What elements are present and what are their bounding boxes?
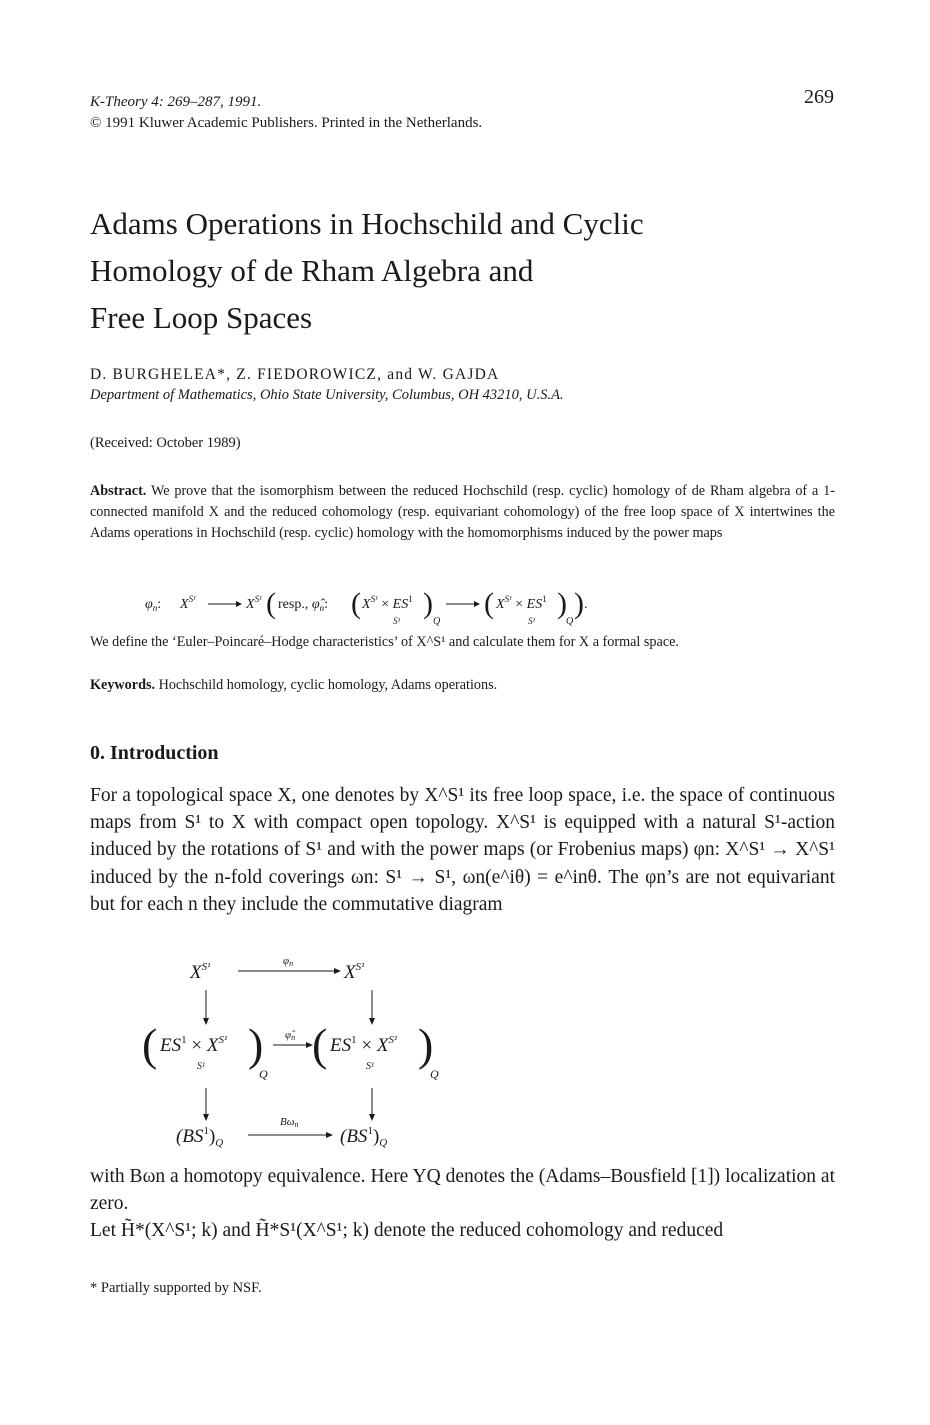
svg-text:Q: Q	[433, 616, 441, 627]
title-line-2: Homology of de Rham Algebra and	[90, 253, 534, 288]
svg-text:S¹: S¹	[366, 1061, 374, 1072]
svg-text:S¹: S¹	[393, 616, 401, 626]
after-diagram-paragraph: with Bωn a homotopy equivalence. Here YQ denotes the (Adams–Bousfield [1]) localization at zero.	[90, 1166, 835, 1215]
intro-paragraph: For a topological space X, one denotes by X^S¹ its free loop space, i.e. the space of continuous maps from S¹ to X with compact open topology. X^S¹ is equipped with a natural S¹-action induced by the rotations of S¹ and with the power maps (or Frobenius maps) φn: X^S¹ → X^S¹ induced by the n-fold coverings ωn: S¹ → S¹, ωn(e^iθ) = e^inθ. The φn’s are not equivariant but for each n they include the commutative diagram	[90, 785, 835, 915]
svg-text:Q: Q	[259, 1067, 268, 1081]
svg-text:(: (	[266, 587, 276, 620]
section-heading: 0. Introduction	[90, 742, 219, 764]
title-line-3: Free Loop Spaces	[90, 300, 313, 335]
received-date: (Received: October 1989)	[90, 435, 241, 451]
let-line: Let H̃*(X^S¹; k) and H̃*S¹(X^S¹; k) denote the reduced cohomology and reduced	[90, 1220, 724, 1241]
footnote: * Partially supported by NSF.	[90, 1280, 262, 1296]
abstract	[90, 481, 835, 544]
svg-text:(: (	[484, 587, 494, 620]
keywords-label: Keywords.	[90, 677, 156, 693]
svg-text:): )	[557, 587, 567, 620]
svg-text:φn: φn	[283, 955, 294, 968]
copyright-line: © 1991 Kluwer Academic Publishers. Printed in the Netherlands.	[90, 115, 483, 131]
authors: D. BURGHELEA*, Z. FIEDOROWICZ, and W. GAJDA	[90, 366, 500, 383]
euler-sentence: We define the ‘Euler–Poincaré–Hodge characteristics’ of X^S¹ and calculate them for X a formal space.	[90, 634, 679, 650]
journal-header	[90, 92, 482, 134]
svg-text:): )	[418, 1019, 434, 1070]
svg-text:ES1 × XS¹: $ES^1 \times X^{S^1}$	[160, 1034, 228, 1056]
svg-text:): )	[423, 587, 433, 620]
paper-title	[90, 200, 644, 341]
svg-text:XS¹ × ES1: $X^{S^1} \times ES^1$	[362, 594, 413, 612]
journal-line: K-Theory 4: 269–287, 1991.	[90, 94, 262, 110]
svg-text:XS¹: $X^{S^1}$	[190, 961, 211, 983]
svg-text:XS¹: $X^{S^1}$	[344, 961, 365, 983]
keywords	[90, 677, 497, 694]
svg-text:Q: Q	[430, 1067, 439, 1081]
affiliation: Department of Mathematics, Ohio State University, Columbus, OH 43210, U.S.A.	[90, 387, 564, 403]
title-line-1: Adams Operations in Hochschild and Cyclic	[90, 206, 644, 241]
svg-text:ES1 × XS¹: $ES^1 \times X^{S^1}$	[330, 1034, 398, 1056]
svg-text:XS¹: $X^{S^1}$	[246, 594, 262, 612]
svg-text:): )	[248, 1019, 264, 1070]
svg-text:XS¹ × ES1: $X^{S^1} \times ES^1$	[496, 594, 547, 612]
power-map-formula	[0, 580, 930, 640]
abstract-text: We prove that the isomorphism between the reduced Hochschild (resp. cyclic) homology of de Rham algebra of a 1-connected manifold X and the reduced cohomology (resp. equivariant cohomology) of the free loop space of X intertwines the Adams operations in Hochschild (resp. cyclic) homology with the homomorphisms induced by the power maps	[90, 483, 835, 541]
svg-text:XS¹: $X^{S^1}$	[180, 594, 196, 612]
keywords-text: Hochschild homology, cyclic homology, Adams operations.	[158, 677, 498, 693]
svg-text:(BS1)Q: $(BS^1)_Q$	[340, 1125, 388, 1149]
svg-text:S¹: S¹	[528, 616, 536, 626]
svg-text:.: .	[584, 597, 588, 612]
svg-text:S¹: S¹	[197, 1061, 205, 1072]
commutative-diagram	[0, 948, 930, 1158]
svg-text:φn:: $\varphi_n$:	[145, 597, 162, 613]
svg-text:(: (	[351, 587, 361, 620]
svg-text:Bωn: Bωn	[280, 1116, 299, 1129]
svg-text:φ̂n: φ̂n	[285, 1029, 296, 1042]
abstract-label: Abstract.	[90, 483, 147, 499]
svg-text:(BS1)Q: $(BS^1)_Q$	[176, 1125, 224, 1149]
page-number: 269	[804, 86, 834, 108]
svg-text:resp., φ̂n:: resp., $\varphî_n$:	[278, 597, 328, 613]
svg-text:): )	[574, 587, 584, 620]
svg-text:(: (	[142, 1019, 158, 1070]
svg-text:Q: Q	[566, 616, 574, 627]
svg-text:(: (	[312, 1019, 328, 1070]
